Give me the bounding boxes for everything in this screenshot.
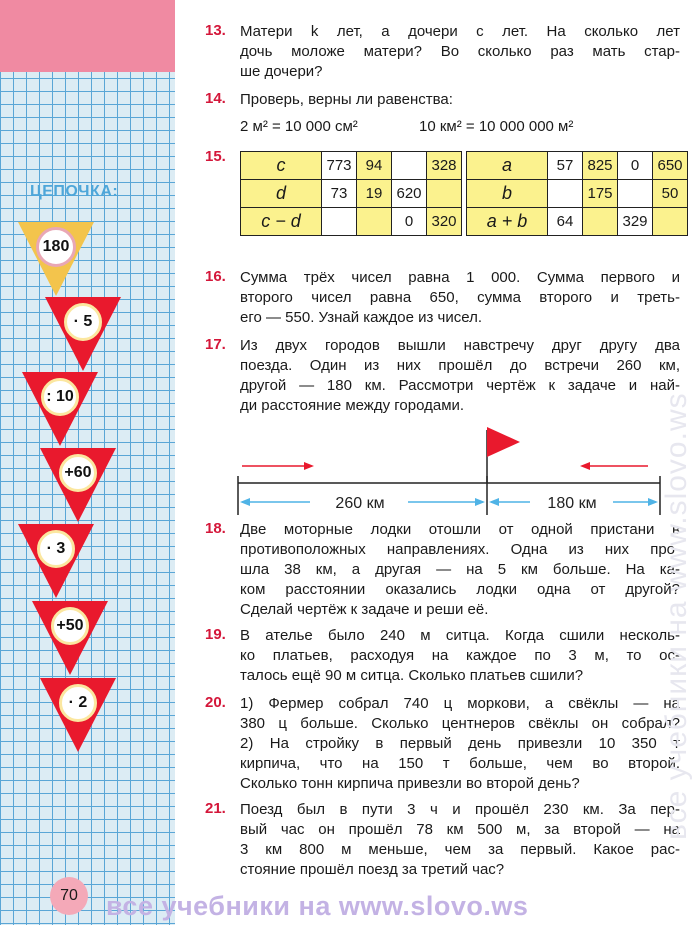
table-cell	[583, 208, 618, 236]
table-row	[467, 180, 688, 208]
watermark-side-text: все учебники на www.slovo.ws	[660, 392, 693, 840]
text-line: Сделай чертёж к задаче и реши её.	[240, 601, 489, 618]
table-cell: 175	[583, 180, 618, 208]
table-cell: 825	[583, 152, 618, 180]
table-cell	[548, 180, 583, 208]
table-cell	[427, 180, 462, 208]
table-header-cell: c − d	[241, 208, 322, 236]
table-c-d	[240, 151, 462, 236]
chain-title: ЦЕПОЧКА:	[30, 183, 119, 200]
problem-text	[240, 268, 680, 328]
train-arrow-right-icon	[304, 462, 314, 470]
table-row	[241, 152, 462, 180]
chain-value-start: 180	[36, 227, 76, 267]
table-cell: 328	[427, 152, 462, 180]
watermark-bottom: все учебники на www.slovo.ws	[106, 891, 529, 921]
table-header-cell: a	[467, 152, 548, 180]
text-line: ди расстояние между городами.	[240, 397, 465, 414]
table-cell	[322, 208, 357, 236]
table-cell	[618, 180, 653, 208]
problem-number: 16.	[205, 268, 226, 285]
flag-icon	[487, 427, 520, 457]
text-line: 3 км 800 м меньше, чем за первый. Какое рас-	[240, 841, 680, 858]
table-cell: 320	[427, 208, 462, 236]
table-cell: 329	[618, 208, 653, 236]
text-line: вый час он прошёл 78 км 500 м, за второй — на	[240, 821, 680, 838]
text-line: Из двух городов вышли навстречу друг другу два	[240, 337, 680, 354]
table-cell: 94	[357, 152, 392, 180]
chain-operation-3: +60	[59, 454, 97, 492]
text-line: стояние прошёл поезд за третий час?	[240, 861, 505, 878]
table-cell: 19	[357, 180, 392, 208]
table-a-b	[466, 151, 688, 236]
table-row	[241, 208, 462, 236]
text-line: В ателье было 240 м ситца. Когда сшили несколь-	[240, 627, 680, 644]
table-cell	[392, 152, 427, 180]
text-line: ком расстоянии оказались лодки одна от другой?	[240, 581, 680, 598]
problem-text	[240, 22, 680, 82]
problem-text	[240, 336, 680, 416]
text-line: Две моторные лодки отошли от одной пристани в	[240, 521, 680, 538]
problem-text	[240, 90, 680, 110]
table-cell: 773	[322, 152, 357, 180]
problem-text	[240, 694, 680, 794]
text-line: ко платьев, расходуя на каждое по 3 м, то ос-	[240, 647, 680, 664]
text-line: талось ещё 90 м ситца. Сколько платьев сшили?	[240, 667, 584, 684]
problem-text	[240, 800, 680, 880]
table-cell: 57	[548, 152, 583, 180]
table-header-cell: b	[467, 180, 548, 208]
problem-number: 17.	[205, 336, 226, 353]
text-line: ше дочери?	[240, 63, 323, 80]
text-line: 1) Фермер собрал 740 ц моркови, а свёклы — на	[240, 695, 680, 712]
problem-number: 20.	[205, 694, 226, 711]
chain-operation-5: +50	[51, 607, 89, 645]
table-cell: 0	[392, 208, 427, 236]
chain-operation-2: : 10	[41, 378, 79, 416]
table-header-cell: d	[241, 180, 322, 208]
measure-arrow-icon	[648, 498, 658, 506]
page-number: 70	[50, 877, 88, 915]
text-line: дочь моложе матери? Во сколько раз мать стар-	[240, 43, 680, 60]
measure-arrow-icon	[475, 498, 485, 506]
measure-arrow-icon	[240, 498, 250, 506]
watermark-side	[658, 150, 698, 850]
table-cell: 73	[322, 180, 357, 208]
table-row	[467, 152, 688, 180]
text-line: его — 550. Узнай каждое из чисел.	[240, 309, 483, 326]
problem-text	[240, 520, 680, 620]
chain-operation-4: · 3	[37, 530, 75, 568]
text-line: второго чисел равна 650, сумма второго и треть-	[240, 289, 680, 306]
text-line: Матери k лет, а дочери c лет. На сколько лет	[240, 23, 680, 40]
equation-2: 10 км² = 10 000 000 м²	[419, 118, 574, 135]
problem-number: 21.	[205, 800, 226, 817]
text-line: Сумма трёх чисел равна 1 000. Сумма первого и	[240, 269, 680, 286]
text-line: поезда. Один из них прошёл до встречи 260 км,	[240, 357, 680, 374]
problem-number: 19.	[205, 626, 226, 643]
problem-number: 13.	[205, 22, 226, 39]
margin-pink-band	[0, 0, 175, 72]
text-line: шла 38 км, а другая — на 5 км больше. На ка-	[240, 561, 680, 578]
problem-number: 18.	[205, 520, 226, 537]
table-row	[241, 180, 462, 208]
text-line: противоположных направлениях. Одна из них про-	[240, 541, 680, 558]
train-arrow-left-icon	[580, 462, 590, 470]
text-line: 380 ц больше. Сколько центнеров свёклы он собрал?	[240, 715, 680, 732]
text-line: Поезд был в пути 3 ч и прошёл 230 км. За пер-	[240, 801, 680, 818]
table-header-cell: c	[241, 152, 322, 180]
table-cell: 0	[618, 152, 653, 180]
table-cell: 620	[392, 180, 427, 208]
text-line: Сколько тонн кирпича привезли во второй день?	[240, 775, 580, 792]
text-line: 2) На стройку в первый день привезли 10 350 т	[240, 735, 680, 752]
text-line: кирпича, что на 150 т больше, чем во второй.	[240, 755, 680, 772]
problem-number: 14.	[205, 90, 226, 107]
text-line: Проверь, верны ли равенства:	[240, 91, 453, 108]
problem-number-15: 15.	[205, 148, 226, 165]
table-cell: 650	[653, 152, 688, 180]
text-line: другой — 180 км. Рассмотри чертёж к задаче и най-	[240, 377, 680, 394]
measure-arrow-icon	[489, 498, 499, 506]
segment-label-1: 260 км	[335, 495, 385, 512]
distance-diagram	[230, 420, 670, 520]
table-cell: 64	[548, 208, 583, 236]
segment-label-2: 180 км	[547, 495, 597, 512]
equation-1: 2 м² = 10 000 см²	[240, 118, 358, 135]
chain-operation-1: · 5	[64, 303, 102, 341]
table-cell: 50	[653, 180, 688, 208]
problem-text	[240, 626, 680, 686]
table-cell	[357, 208, 392, 236]
table-row	[467, 208, 688, 236]
table-header-cell: a + b	[467, 208, 548, 236]
chain-operation-6: · 2	[59, 684, 97, 722]
